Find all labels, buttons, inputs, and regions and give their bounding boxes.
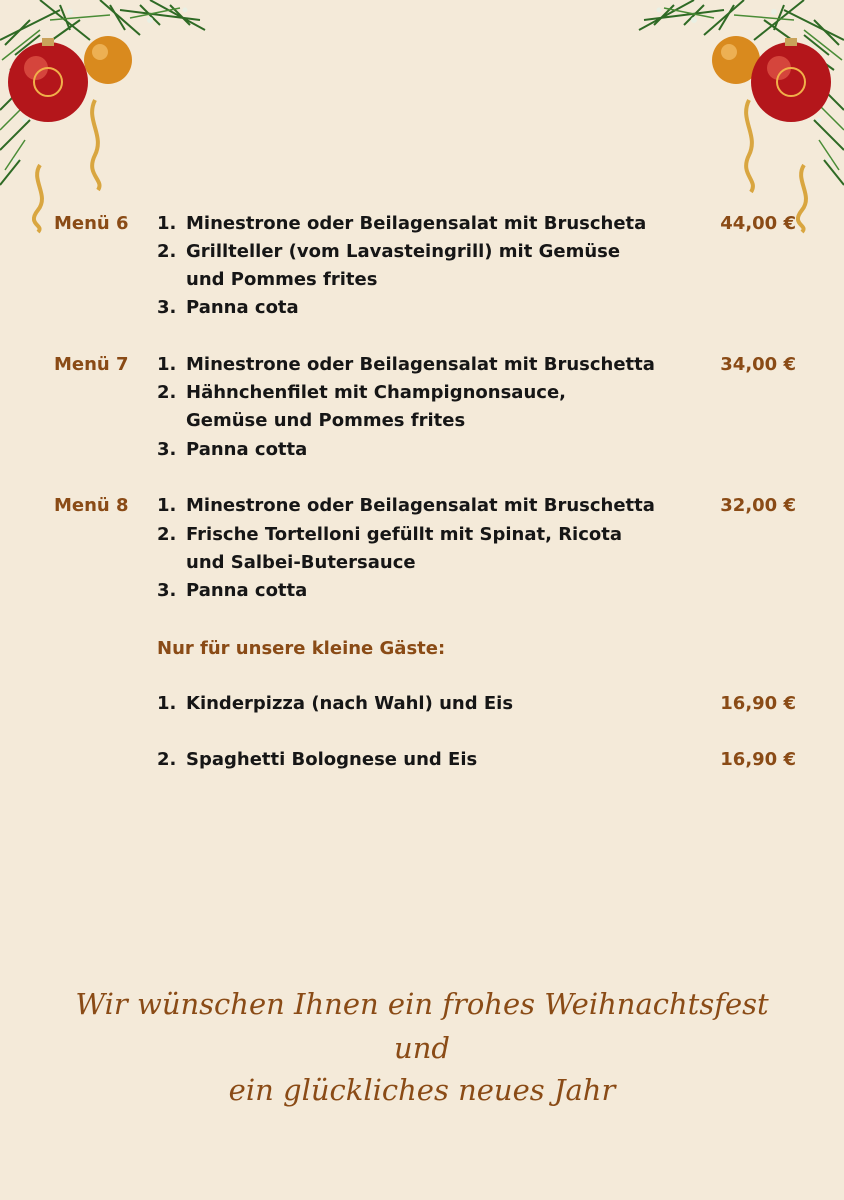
item-text: Minestrone oder Beilagensalat mit Bruschetta — [186, 354, 655, 375]
item-number: 3. — [157, 297, 177, 318]
item-text: Panna cotta — [186, 580, 308, 601]
greeting-line-2: und — [394, 1031, 450, 1065]
item-text: Minestrone oder Beilagensalat mit Bruscheta — [186, 213, 647, 234]
greeting-line-3: ein glückliches neues Jahr — [228, 1073, 616, 1107]
item-text: Spaghetti Bolognese und Eis — [186, 749, 478, 770]
item-text: Minestrone oder Beilagensalat mit Bruschetta — [186, 495, 655, 516]
item-text: Frische Tortelloni gefüllt mit Spinat, Ricota — [186, 524, 623, 545]
kids-item-1 — [157, 693, 513, 714]
item-text: Kinderpizza (nach Wahl) und Eis — [186, 693, 514, 714]
item-number: 3. — [157, 580, 177, 601]
greeting-line-1: Wir wünschen Ihnen ein frohes Weihnachtsfest — [75, 987, 769, 1021]
menu-8-label: Menü 8 — [54, 495, 129, 516]
menu-7-item-2-continuation: Gemüse und Pommes frites — [186, 410, 466, 431]
menu-8-item-1 — [157, 495, 655, 516]
kids-item-2-price: 16,90 € — [720, 749, 796, 770]
kids-section-heading: Nur für unsere kleine Gäste: — [157, 638, 446, 659]
item-text: Panna cota — [186, 297, 299, 318]
item-number: 1. — [157, 213, 177, 234]
menu-7-price: 34,00 € — [720, 354, 796, 375]
item-text: Panna cotta — [186, 439, 308, 460]
item-number: 2. — [157, 749, 177, 770]
menu-6-item-2 — [157, 241, 620, 262]
menu-7-item-3 — [157, 439, 307, 460]
menu-7-label: Menü 7 — [54, 354, 129, 375]
menu-6-price: 44,00 € — [720, 213, 796, 234]
item-number: 2. — [157, 524, 177, 545]
menu-6-item-3 — [157, 297, 299, 318]
item-number: 1. — [157, 495, 177, 516]
menu-6-item-1 — [157, 213, 646, 234]
item-number: 1. — [157, 354, 177, 375]
christmas-ornament-right-icon — [629, 0, 844, 240]
menu-7-item-2 — [157, 382, 566, 403]
item-text: Hähnchenfilet mit Champignonsauce, — [186, 382, 566, 403]
menu-6-label: Menü 6 — [54, 213, 129, 234]
menu-6-item-2-continuation: und Pommes frites — [186, 269, 378, 290]
kids-item-1-price: 16,90 € — [720, 693, 796, 714]
menu-8-item-3 — [157, 580, 307, 601]
menu-8-price: 32,00 € — [720, 495, 796, 516]
item-number: 2. — [157, 241, 177, 262]
menu-7-item-1 — [157, 354, 655, 375]
kids-item-2 — [157, 749, 477, 770]
item-number: 1. — [157, 693, 177, 714]
menu-8-item-2-continuation: und Salbei-Butersauce — [186, 552, 416, 573]
menu-8-item-2 — [157, 524, 622, 545]
item-text: Grillteller (vom Lavasteingrill) mit Gemüse — [186, 241, 621, 262]
christmas-ornament-left-icon — [0, 0, 215, 240]
item-number: 3. — [157, 439, 177, 460]
item-number: 2. — [157, 382, 177, 403]
